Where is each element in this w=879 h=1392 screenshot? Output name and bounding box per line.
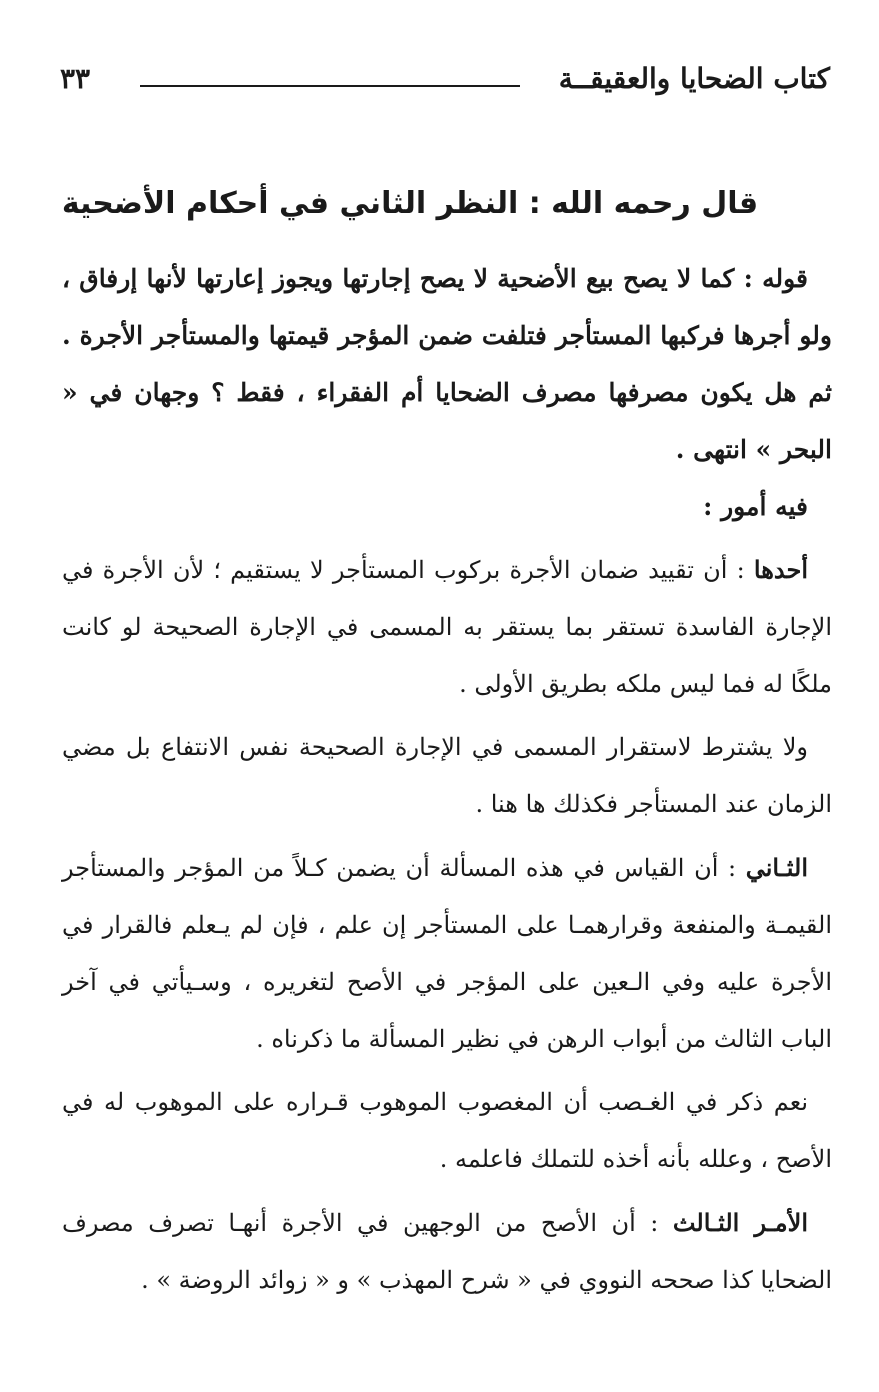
- paragraph-lead: الأمـر الثـالث: [672, 1208, 808, 1237]
- paragraph-second-matter: [62, 839, 832, 1068]
- paragraph-first-matter: [62, 541, 832, 713]
- page-number: ٣٣: [60, 62, 91, 95]
- running-header: [60, 58, 830, 102]
- book-title: كتاب الضحايا والعقيقــة: [558, 62, 830, 95]
- paragraph-lead: أحدها: [753, 555, 808, 584]
- page-body: [62, 250, 832, 1309]
- paragraph-lead: الثـاني: [745, 853, 808, 882]
- intro-line: فيه أمور :: [703, 492, 808, 521]
- paragraph-text: ولا يشترط لاستقرار المسمى في الإجارة الصحيحة نفس الانتفاع بل مضي الزمان عند المستأجر فكذلك ها هنا .: [62, 733, 832, 818]
- paragraph-text: نعم ذكر في الغـصب أن المغصوب الموهوب قـراره على الموهوب له في الأصح ، وعلله بأنه أخذه للتملك فاعلمه .: [62, 1088, 832, 1173]
- paragraph-third-matter: [62, 1194, 832, 1309]
- header-rule: [140, 85, 520, 87]
- paragraph-text: : أن الأصح من الوجهين في الأجرة أنهـا تصرف مصرف الضحايا كذا صححه النووي في « شرح المهذب » و « زوائد الروضة » .: [62, 1209, 832, 1294]
- paragraph-text: : أن تقييد ضمان الأجرة بركوب المستأجر لا يستقيم ؛ لأن الأجرة في الإجارة الفاسدة تستقر بما يستقر به المسمى في الإجارة الصحيحة لو كانت ملكًا له فما ليس ملكه بطريق الأولى .: [62, 556, 832, 698]
- quoted-text: قوله : كما لا يصح بيع الأضحية لا يصح إجارتها ويجوز إعارتها لأنها إرفاق ، ولو أجرها فركبها المستأجر فتلفت ضمن المؤجر قيمتها والمستأجر الأجرة . ثم هل يكون مصرفها مصرف الضحايا أم الفقراء ، فقط ؟ وجهان في « البحر » انتهى .: [62, 264, 832, 464]
- section-title: قال رحمه الله : النظر الثاني في أحكام الأضحية: [61, 186, 759, 221]
- paragraph-continuation: [62, 719, 832, 833]
- paragraph-text: : أن القياس في هذه المسألة أن يضمن كـلاً من المؤجر والمستأجر القيمـة والمنفعة وقرارهمـا على المستأجر إن علم ، فإن لم يـعلم فالقرار في الأجرة عليه وفي الـعين على المؤجر في الأصح لتغريره ، وسـيأتي في آخر الباب الثالث من أبواب الرهن في نظير المسألة ما ذكرناه .: [62, 854, 832, 1053]
- paragraph-note: [62, 1074, 832, 1188]
